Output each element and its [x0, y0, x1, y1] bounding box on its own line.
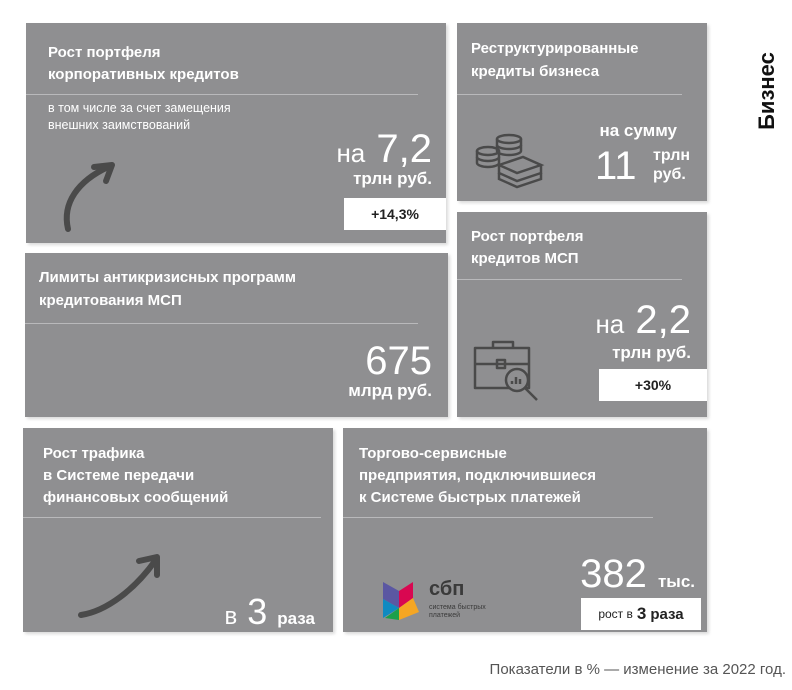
value-unit-line2: руб. — [653, 166, 686, 183]
badge-value: 3 — [636, 604, 647, 623]
sbp-logo-subtext-line1: система быстрых — [429, 604, 486, 611]
card-title-line2: кредиты бизнеса — [471, 63, 600, 80]
card-title-line3: финансовых сообщений — [43, 489, 229, 506]
change-badge: +30% — [599, 369, 707, 401]
change-badge: +14,3% — [344, 198, 446, 230]
divider — [23, 517, 321, 518]
card-title-line1: Лимиты антикризисных программ — [39, 269, 296, 286]
value-suffix: раза — [277, 609, 315, 628]
footnote: Показатели в % — изменение за 2022 год. — [489, 661, 786, 678]
sbp-logo-icon — [379, 578, 425, 624]
growth-arrow-icon — [77, 553, 167, 621]
value-unit-line1: трлн — [653, 147, 691, 164]
card-title-line2: корпоративных кредитов — [48, 66, 239, 83]
value-number: 3 — [247, 591, 268, 632]
value-line — [580, 552, 695, 604]
badge-suffix: раза — [650, 605, 684, 623]
card-restructured-loans — [457, 23, 707, 201]
card-title-line2: кредитования МСП — [39, 292, 182, 309]
section-title: Бизнес — [754, 52, 779, 130]
value-prefix: на — [336, 138, 366, 168]
card-title-line3: к Системе быстрых платежей — [359, 489, 581, 506]
card-corporate-loans — [26, 23, 446, 243]
divider — [343, 517, 653, 518]
card-title-line2: кредитов МСП — [471, 250, 579, 267]
card-subtitle-line2: внешних заимствований — [48, 118, 191, 132]
card-subtitle-line1: в том числе за счет замещения — [48, 101, 231, 115]
sum-label: на сумму — [599, 121, 677, 140]
change-badge — [581, 598, 701, 630]
card-title-line1: Рост трафика — [43, 445, 145, 462]
badge-prefix: рост в — [598, 607, 633, 621]
value-prefix: в — [224, 603, 238, 630]
coins-money-icon — [475, 131, 545, 187]
value-unit: трлн руб. — [612, 343, 691, 362]
value-number: 382 — [580, 552, 647, 596]
value-line — [595, 298, 691, 346]
value-number: 7,2 — [376, 127, 432, 171]
value-unit: тыс. — [657, 572, 695, 591]
card-traffic-growth — [23, 428, 333, 632]
divider — [26, 94, 418, 95]
card-title-line2: в Системе передачи — [43, 467, 195, 484]
value-unit: млрд руб. — [348, 381, 432, 400]
sbp-logo-text: сбп — [429, 578, 465, 600]
value-number: 675 — [365, 339, 432, 383]
card-sme-loans — [457, 212, 707, 417]
value-line — [224, 592, 315, 639]
sbp-logo-subtext-line2: платежей — [429, 612, 461, 619]
value-unit: трлн руб. — [353, 169, 432, 188]
card-title-line1: Реструктурированные — [471, 40, 639, 57]
card-title-line1: Торгово-сервисные — [359, 445, 507, 462]
value-number: 2,2 — [635, 298, 691, 342]
card-title-line2: предприятия, подключившиеся — [359, 467, 597, 484]
value-number: 11 — [595, 144, 637, 188]
divider — [457, 94, 682, 95]
growth-arrow-icon — [56, 163, 136, 243]
divider — [25, 323, 418, 324]
briefcase-analytics-icon — [473, 340, 545, 402]
card-sbp-merchants — [343, 428, 707, 632]
card-anticrisis-limits — [25, 253, 448, 417]
divider — [457, 279, 682, 280]
value-prefix: на — [595, 309, 625, 339]
card-title-line1: Рост портфеля — [48, 44, 161, 61]
card-title-line1: Рост портфеля — [471, 228, 584, 245]
value-line — [336, 127, 432, 175]
